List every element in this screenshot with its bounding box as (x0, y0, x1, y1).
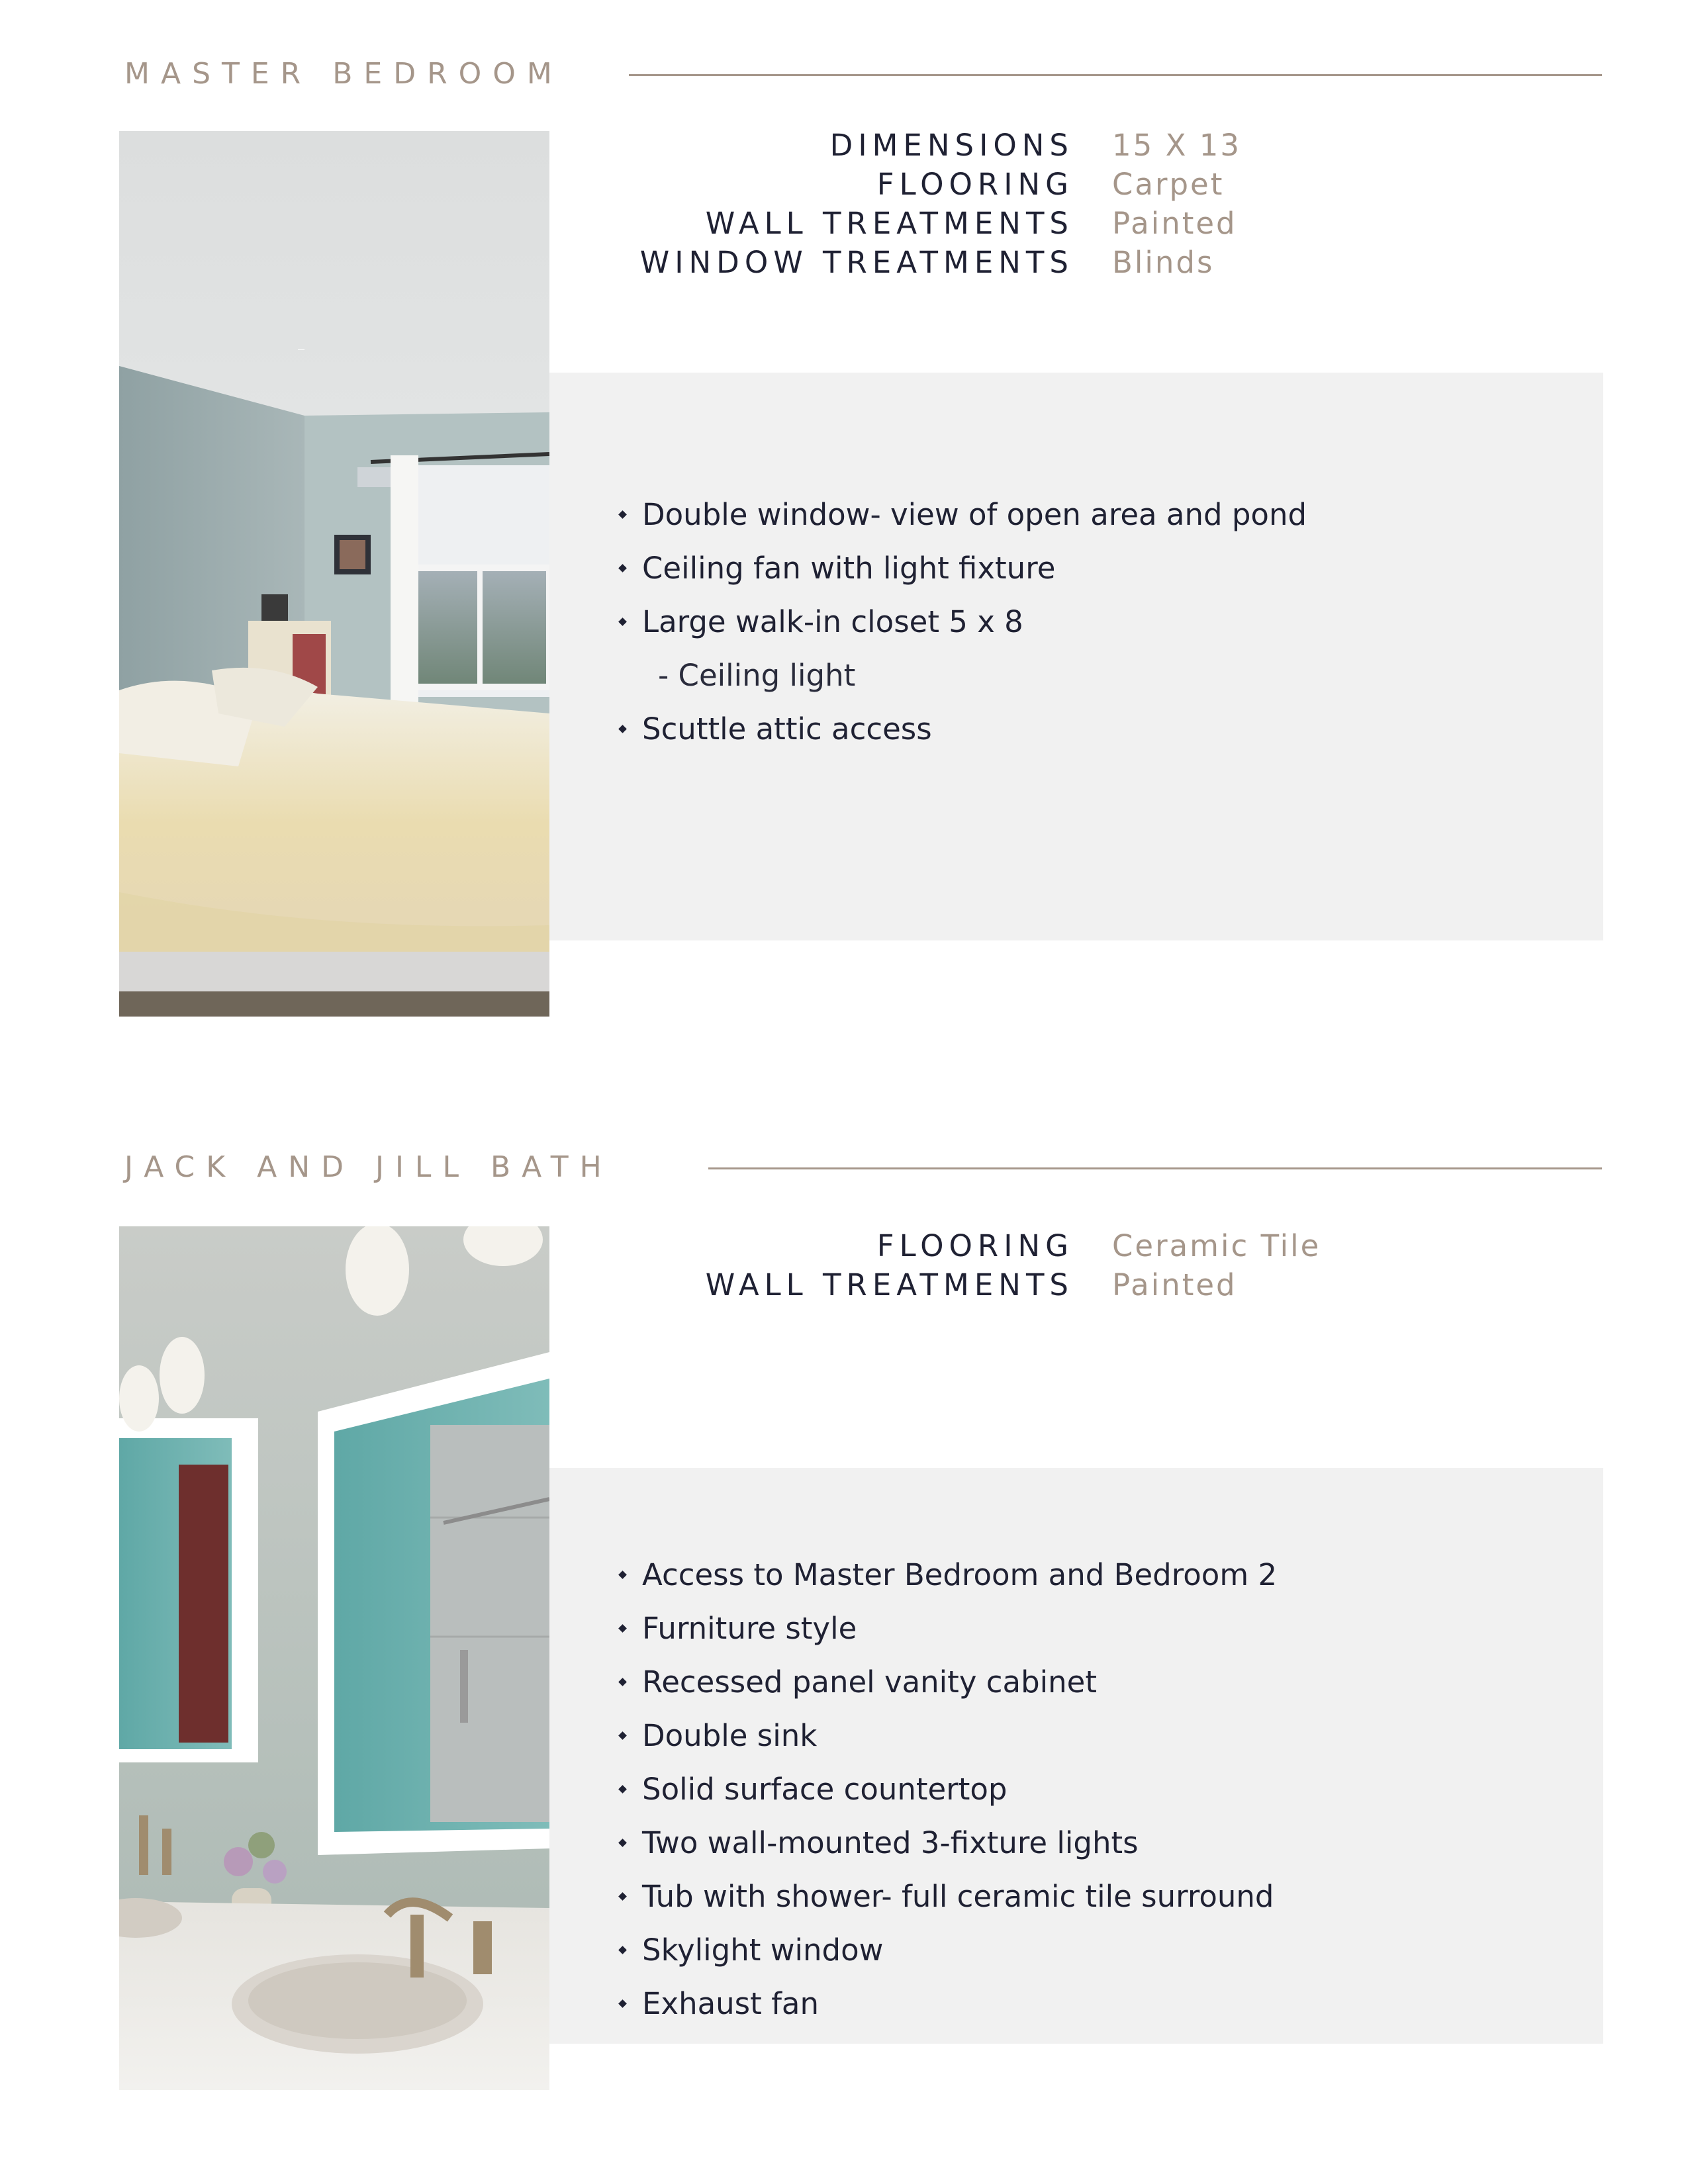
spec-row-dimensions (583, 126, 1575, 165)
bullet-icon (618, 1999, 627, 2008)
spec-label: WALL TREATMENTS (705, 1267, 1074, 1302)
bullet-icon (618, 564, 627, 572)
feature-text: Double window- view of open area and pond (642, 497, 1307, 532)
spec-label: FLOORING (876, 1228, 1074, 1263)
spec-row-flooring (583, 1226, 1575, 1265)
feature-text: - Ceiling light (658, 658, 856, 693)
bullet-icon (618, 617, 627, 626)
bullet-icon (618, 1570, 627, 1579)
list-item (614, 1602, 1277, 1655)
section-divider (708, 1167, 1602, 1169)
list-item (614, 1977, 1277, 2030)
feature-text: Furniture style (642, 1611, 857, 1646)
feature-text: Large walk-in closet 5 x 8 (642, 604, 1023, 639)
list-item (614, 1923, 1277, 1977)
feature-text: Double sink (642, 1718, 818, 1753)
spec-label: DIMENSIONS (829, 128, 1074, 163)
bath-feature-list (614, 1548, 1277, 2030)
list-item (614, 1655, 1277, 1709)
spec-value: Painted (1112, 1267, 1237, 1302)
list-item (614, 488, 1307, 541)
bath-specs (583, 1226, 1575, 1304)
bullet-icon (618, 1785, 627, 1794)
feature-text: Skylight window (642, 1933, 884, 1968)
bullet-icon (618, 1946, 627, 1954)
list-item (614, 541, 1307, 595)
list-item (614, 702, 1307, 756)
feature-text: Exhaust fan (642, 1986, 820, 2021)
feature-text: Ceiling fan with light fixture (642, 551, 1056, 586)
master-bedroom-feature-list (614, 488, 1307, 756)
spec-row-wall-treatments (583, 204, 1575, 243)
section-title-master-bedroom: MASTER BEDROOM (124, 57, 563, 91)
bullet-icon (618, 1839, 627, 1847)
spec-label: WINDOW TREATMENTS (639, 245, 1074, 280)
section-title-jack-and-jill-bath: JACK AND JILL BATH (124, 1150, 613, 1184)
list-item (614, 1548, 1277, 1602)
spec-label: FLOORING (876, 167, 1074, 202)
list-item (614, 1762, 1277, 1816)
spec-value: Blinds (1112, 245, 1215, 280)
bath-photo (119, 1226, 549, 2090)
master-bedroom-specs (583, 126, 1575, 282)
spec-value: Painted (1112, 206, 1237, 241)
feature-text: Access to Master Bedroom and Bedroom 2 (642, 1557, 1278, 1592)
feature-text: Recessed panel vanity cabinet (642, 1664, 1097, 1700)
spec-row-flooring (583, 165, 1575, 204)
feature-text: Scuttle attic access (642, 711, 932, 747)
bullet-icon (618, 725, 627, 733)
list-item (614, 595, 1307, 649)
list-item (614, 1870, 1277, 1923)
master-bedroom-photo (119, 131, 549, 1017)
bullet-icon (618, 1892, 627, 1901)
bullet-icon (618, 1731, 627, 1740)
spec-value: Carpet (1112, 167, 1225, 202)
list-item (614, 1709, 1277, 1762)
list-item (614, 1816, 1277, 1870)
list-sub-item (614, 649, 1307, 702)
bullet-icon (618, 1678, 627, 1686)
spec-label: WALL TREATMENTS (705, 206, 1074, 241)
section-divider (629, 74, 1602, 76)
feature-text: Two wall-mounted 3-fixture lights (642, 1825, 1139, 1860)
spec-row-wall-treatments (583, 1265, 1575, 1304)
spec-value: 15 X 13 (1112, 128, 1241, 163)
spec-row-window-treatments (583, 243, 1575, 282)
bullet-icon (618, 510, 627, 519)
feature-text: Solid surface countertop (642, 1772, 1008, 1807)
spec-value: Ceramic Tile (1112, 1228, 1321, 1263)
feature-text: Tub with shower- full ceramic tile surround (642, 1879, 1274, 1914)
bullet-icon (618, 1624, 627, 1633)
